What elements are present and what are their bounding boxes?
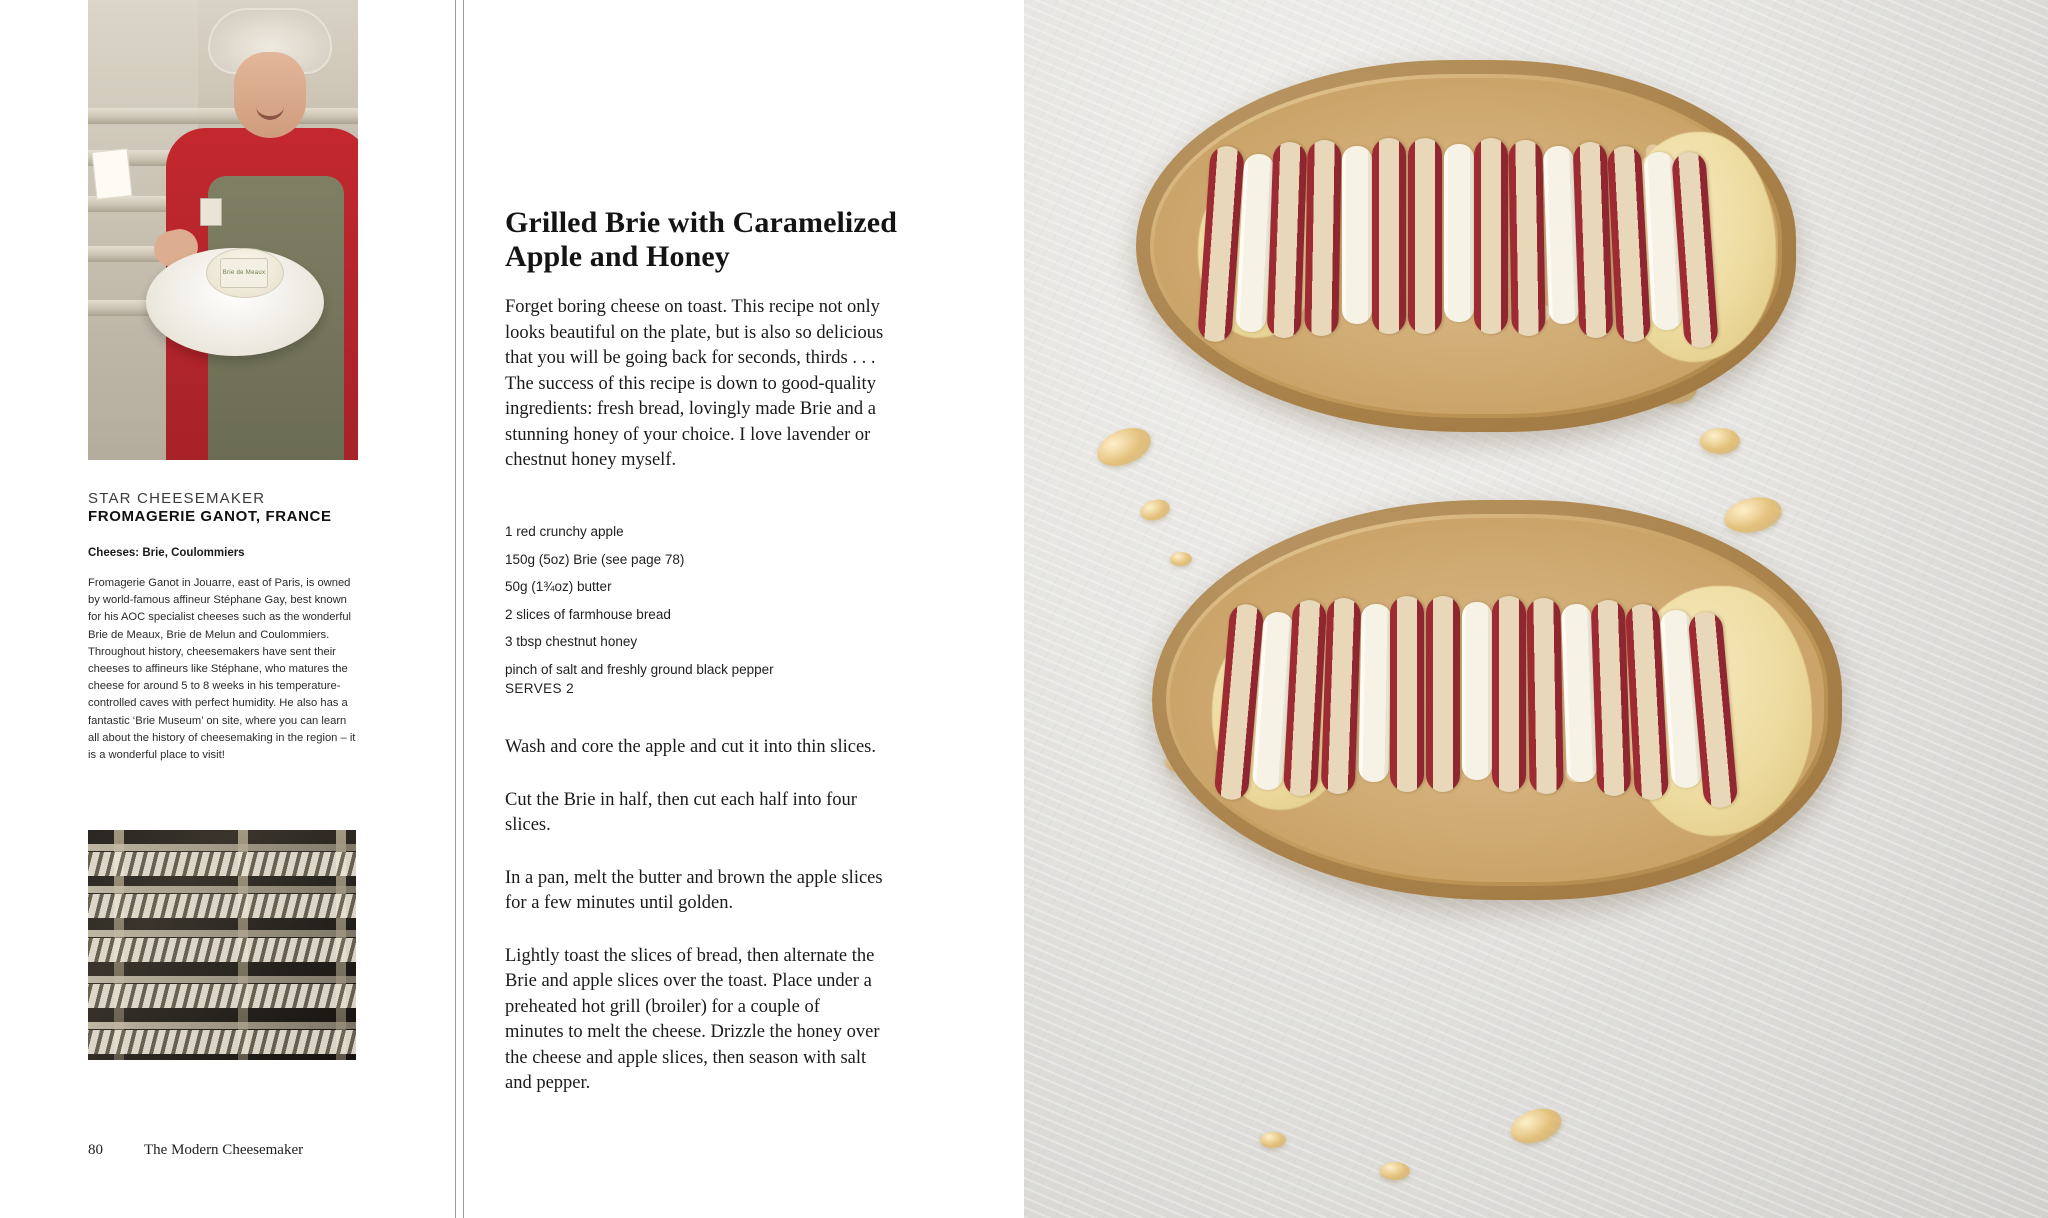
apple-slice	[1304, 140, 1341, 337]
apple-slice	[1267, 141, 1308, 338]
recipe-column	[505, 0, 905, 1218]
ingredients-list	[505, 518, 905, 683]
brie-slice	[1444, 144, 1474, 322]
serves-label: SERVES 2	[505, 681, 574, 696]
apple-slice	[1390, 596, 1424, 792]
method-step: Wash and core the apple and cut it into thin slices.	[505, 737, 876, 757]
photo-shelf	[88, 108, 358, 124]
photo-paper-ticket	[92, 148, 133, 200]
photo-face	[234, 52, 306, 138]
cave-shelf	[88, 1022, 356, 1029]
apple-slice	[1508, 140, 1545, 337]
recipe-intro: Forget boring cheese on toast. This recipe not only looks beautiful on the plate, but is also so delicious that you will be going back for seconds, thirds . . . The success of this recipe is down to good-quality ingredients: fresh bread, lovingly made Brie and a stunning honey of your choice. I love lavender or chestnut honey myself.	[505, 297, 884, 470]
cave-shelf	[88, 976, 356, 983]
ingredient-item: 1 red crunchy apple	[505, 524, 624, 539]
recipe-photo	[1024, 0, 2048, 1218]
cave-cheese-row	[88, 938, 356, 962]
page-number: 80	[88, 1142, 103, 1158]
honey-drip	[1170, 552, 1192, 566]
ingredient-item: 2 slices of farmhouse bread	[505, 606, 671, 622]
cheeses-line: Cheeses: Brie, Coulommiers	[88, 547, 245, 559]
ingredient-item: pinch of salt and freshly ground black pepper	[505, 661, 774, 677]
recipe-title: Grilled Brie with Caramelized Apple and Honey	[505, 206, 897, 274]
cheese-ageing-cave-photo	[88, 830, 356, 1060]
brie-slice	[1342, 146, 1372, 324]
brie-slice	[1462, 602, 1492, 780]
ingredient-item: 150g (5oz) Brie (see page 78)	[505, 551, 685, 567]
ingredient-item: 3 tbsp chestnut honey	[505, 634, 638, 649]
cheesemaker-portrait-photo	[88, 0, 358, 460]
cave-shelf	[88, 844, 356, 851]
cave-shelf	[88, 886, 356, 893]
honey-drip	[1380, 1162, 1410, 1180]
column-rule	[455, 0, 456, 1218]
sidebar-column	[88, 0, 358, 1218]
cave-cheese-row	[88, 852, 356, 876]
cave-cheese-row	[88, 894, 356, 918]
star-cheesemaker-name: FROMAGERIE GANOT, FRANCE	[88, 508, 332, 525]
apple-slice	[1492, 596, 1526, 792]
book-title: The Modern Cheesemaker	[144, 1142, 304, 1158]
cave-cheese-row	[88, 1030, 356, 1054]
apple-slice	[1474, 138, 1508, 334]
honey-drip	[1700, 428, 1740, 454]
cave-cheese-row	[88, 984, 356, 1008]
method-step: In a pan, melt the butter and brown the apple slices for a few minutes until golden.	[505, 867, 883, 913]
honey-drip	[1260, 1132, 1286, 1148]
cave-shelf	[88, 930, 356, 937]
toast-top	[1136, 60, 1796, 432]
photo-apron-badge	[200, 198, 222, 226]
folio	[88, 1142, 303, 1159]
star-cheesemaker-label: STAR CHEESEMAKER	[88, 490, 266, 507]
apple-slice	[1426, 596, 1460, 792]
apple-slice	[1408, 138, 1442, 334]
column-rule	[463, 0, 464, 1218]
sidebar-body-text: Fromagerie Ganot in Jouarre, east of Paris, is owned by world-famous affineur Stéphane Gay, best known for his AOC specialist cheeses such as the wonderful Brie de Meaux, Brie de Melun and Coulommiers. Throughout history, cheesemakers have sent their cheeses to affineurs like Stéphane, who matures the cheese for around 5 to 8 weeks in his temperature-controlled caves with perfect humidity. He also has a fantastic ‘Brie Museum’ on site, where you can learn all about the history of cheesemaking in the region – it is a wonderful place to visit!	[88, 577, 356, 762]
apple-slice	[1372, 138, 1406, 334]
apple-slice	[1321, 597, 1362, 794]
brie-slice	[1358, 604, 1391, 782]
apple-slice	[1526, 598, 1563, 795]
ingredient-item: 50g (1¾oz) butter	[505, 579, 612, 594]
method-step: Cut the Brie in half, then cut each half into four slices.	[505, 789, 857, 835]
method-step: Lightly toast the slices of bread, then alternate the Brie and apple slices over the toast. Place under a preheated hot grill (broiler) for a couple of minutes to melt the cheese. Drizzle the honey over the cheese and apple slices, then season with salt and pepper.	[505, 945, 880, 1093]
toast-bottom	[1152, 500, 1842, 900]
star-cheesemaker-block	[88, 490, 356, 764]
method-steps	[505, 735, 883, 1124]
photo-cheese-label: Brie de Meaux	[220, 258, 268, 288]
